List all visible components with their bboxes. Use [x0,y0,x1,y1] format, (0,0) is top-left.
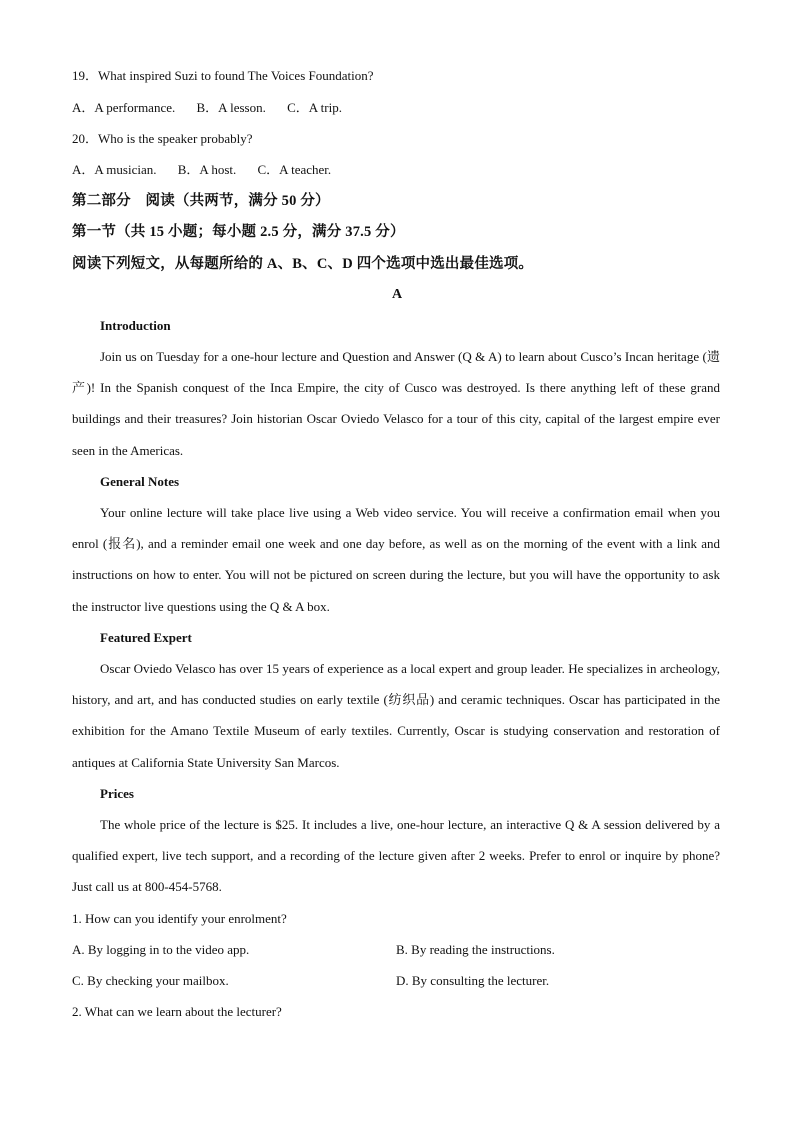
q19-option-a: A．A performance. [72,100,176,115]
question-19-options [72,100,360,116]
section-title: 第一节（共 15 小题；每小题 2.5 分，满分 37.5 分） [72,224,405,240]
prices-paragraph: The whole price of the lecture is $25. It includes a live, one-hour lecture, an interactive Q & A session delivered by a qualified expert, live tech support, and a recording of the lecture given after 2 weeks. Prefer to enrol or inquire by phone? Just call us at 800-454-5768. [72,817,720,895]
q19-option-b: B．A lesson. [196,100,266,115]
prices-heading: Prices [100,786,134,801]
q1-option-c: C. By checking your mailbox. [72,973,229,988]
question-19-stem: 19．What inspired Suzi to found The Voices Foundation? [72,68,374,83]
reading-question-2-stem: 2. What can we learn about the lecturer? [72,1004,282,1019]
general-notes-heading: General Notes [100,474,180,489]
q1-option-b: B. By reading the instructions. [396,942,555,957]
featured-expert-paragraph: Oscar Oviedo Velasco has over 15 years of experience as a local expert and group leader. He specializes in archeology, history, and art, and has conducted studies on early textile (纺织品) and ceramic techniques. Oscar has participated in the exhibition for the Amano Textile Museum of early textiles. Currently, Oscar is studying conservation and restoration of antiques at California State University San Marcos. [72,661,720,770]
q1-option-d: D. By consulting the lecturer. [396,973,550,988]
general-notes-paragraph: Your online lecture will take place live using a Web video service. You will receive a confirmation email when you enrol (报名), and a reminder email one week and one day before, as well as on the morning of the event with a link and instructions on how to enter. You will not be pictured on screen during the lecture, but you will have the opportunity to ask the instructor live questions using the Q & A box. [72,505,720,614]
question-20-stem: 20．Who is the speaker probably? [72,131,253,146]
q20-option-a: A．A musician. [72,162,157,177]
q20-option-c: C．A teacher. [257,162,332,177]
introduction-heading: Introduction [100,318,171,333]
reading-question-1-stem: 1. How can you identify your enrolment? [72,911,287,926]
part-title: 第二部分 阅读（共两节，满分 50 分） [72,193,330,209]
question-20-options [72,162,349,178]
q19-option-c: C．A trip. [287,100,342,115]
q1-option-a: A. By logging in to the video app. [72,942,250,957]
introduction-paragraph: Join us on Tuesday for a one-hour lecture and Question and Answer (Q & A) to learn about Cusco’s Incan heritage (遗产)! In the Spanish conquest of the Inca Empire, the city of Cusco was destroyed. Is there anything left of these grand buildings and their treasures? Join historian Oscar Oviedo Velasco for a tour of this city, capital of the largest empire ever seen in the Americas. [72,349,720,458]
passage-label: A [391,287,403,302]
featured-expert-heading: Featured Expert [100,630,192,645]
reading-instruction: 阅读下列短文，从每题所给的 A、B、C、D 四个选项中选出最佳选项。 [72,256,534,272]
q20-option-b: B．A host. [177,162,237,177]
